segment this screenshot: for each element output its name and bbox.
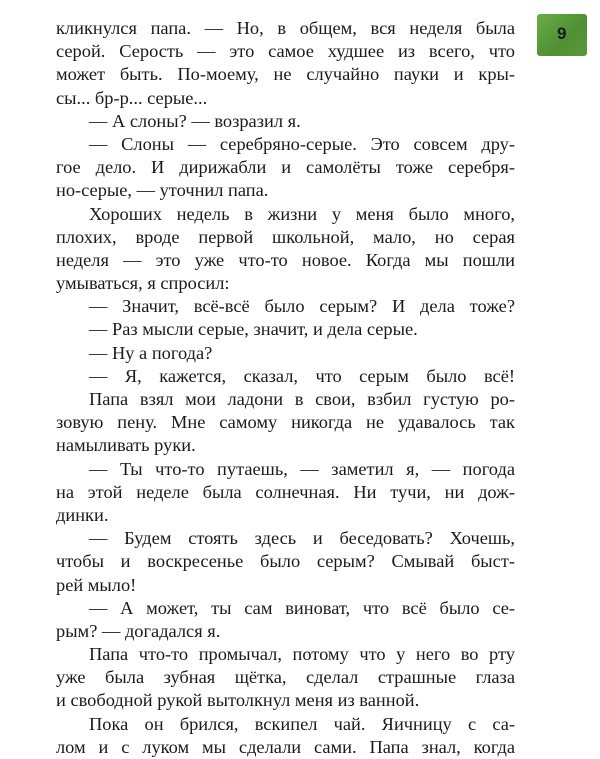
text-line: — Будем стоять здесь и беседовать? Хочешь, <box>89 528 515 549</box>
text-line: Хороших недель в жизни у меня было много, <box>89 203 515 224</box>
text-line: серой. Серость — это самое худшее из всего, что <box>56 41 515 62</box>
text-line: умываться, я спросил: <box>56 273 230 294</box>
text-line: — А слоны? — возразил я. <box>89 110 301 131</box>
text-line: — Ну а погода? <box>89 342 213 363</box>
text-line: неделя — это уже что-то новое. Когда мы пошли <box>56 249 515 270</box>
text-line: динки. <box>56 504 109 525</box>
text-line: — Раз мысли серые, значит, и дела серые. <box>89 319 418 340</box>
text-line: уже была зубная щётка, сделал страшные глаза <box>56 667 515 688</box>
text-line: Папа что-то промычал, потому что у него во рту <box>89 644 515 665</box>
text-line: лом и с луком мы сделали сами. Папа знал, когда <box>56 736 515 757</box>
text-line: гое дело. И дирижабли и самолёты тоже серебря- <box>56 157 515 178</box>
text-line: может быть. По-моему, не случайно пауки и кры- <box>56 64 515 85</box>
text-line: Папа взял мои ладони в свои, взбил густую ро- <box>89 389 515 409</box>
text-line: на этой неделе была солнечная. Ни тучи, ни дож- <box>56 481 515 502</box>
text-line: — Значит, всё-всё было серым? И дела тоже? <box>89 296 515 317</box>
text-line: Пока он брился, вскипел чай. Яичницу с са- <box>89 713 515 734</box>
text-line: — А может, ты сам виноват, что всё было се- <box>89 597 515 618</box>
text-line: — Ты что-то путаешь, — заметил я, — погода <box>89 458 515 479</box>
text-line: зовую пену. Мне самому никогда не удавалось так <box>56 412 515 433</box>
text-line: плохих, вроде первой школьной, мало, но серая <box>56 226 515 247</box>
body-text <box>56 17 515 759</box>
page-number: 9 <box>557 24 567 43</box>
text-line: кликнулся папа. — Но, в общем, вся неделя была <box>56 18 515 38</box>
text-line: рым? — догадался я. <box>56 620 221 641</box>
text-line: сы... бр-р... серые... <box>56 87 208 108</box>
text-line: рей мыло! <box>56 574 137 595</box>
text-line: — Я, кажется, сказал, что серым было всё! <box>89 365 515 386</box>
text-line: но-серые, — уточнил папа. <box>56 180 269 201</box>
text-line: намыливать руки. <box>56 435 196 456</box>
text-line: и свободной рукой вытолкнул меня из ванной. <box>56 690 420 711</box>
page-number-badge <box>537 14 587 56</box>
text-line: — Слоны — серебряно-серые. Это совсем дру- <box>89 133 515 154</box>
text-line: чтобы и воскресенье было серым? Смывай быст- <box>56 551 515 572</box>
